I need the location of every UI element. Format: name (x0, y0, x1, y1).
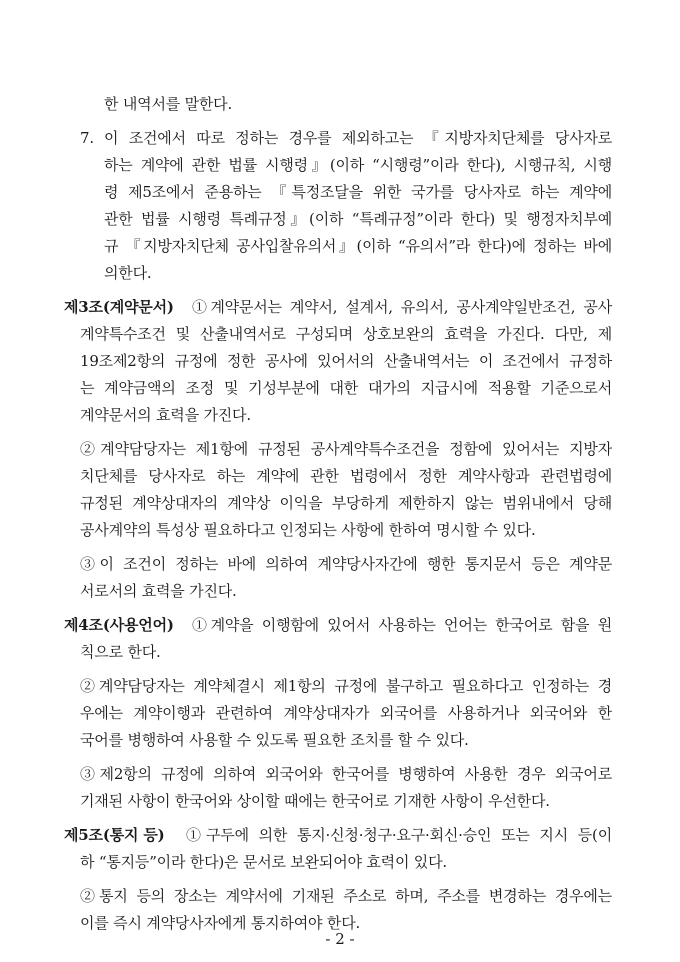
art5-p1-line: ①구두에 의한 통지·신청·청구·요구·회신·승인 또는 지시 등(이 (186, 826, 612, 844)
art5-p2-line: 이를 즉시 계약당사자에게 통지하여야 한다. (80, 914, 361, 932)
item7-line: 하는 계약에 관한 법률 시행령』(이하 “시행령”이라 한다), 시행규칙, 시행 (104, 156, 612, 174)
intro-line: 한 내역서를 말한다. (104, 95, 233, 113)
art4-p1-line: ①계약을 이행함에 있어서 사용하는 언어는 한국어로 함을 원 (192, 616, 612, 634)
item7-line: 관한 법률 시행령 특례규정』(이하 “특례규정”이라 한다) 및 행정자치부예 (104, 210, 612, 228)
item7-line: 령 제5조에서 준용하는 『특정조달을 위한 국가를 당사자로 하는 계약에 (104, 183, 612, 201)
art3-p1-line: 19조제2항의 규정에 정한 공사에 있어서의 산출내역서는 이 조건에서 규정하 (80, 352, 612, 370)
art4-p2-line: ②계약담당자는 계약체결시 제1항의 규정에 불구하고 필요하다고 인정하는 경 (80, 677, 612, 695)
art5-p2-line: ②통지 등의 장소는 계약서에 기재된 주소로 하며, 주소를 변경하는 경우에는 (80, 887, 612, 905)
art3-p2-line: 규정된 계약상대자의 계약상 이익을 부당하게 제한하지 않는 범위내에서 당해 (80, 494, 612, 512)
item7-line: 규 『지방자치단체 공사입찰유의서』(이하 “유의서”라 한다)에 정하는 바에 (104, 237, 612, 255)
art4-p1-line: 칙으로 한다. (80, 643, 161, 661)
item-number: 7. (80, 129, 94, 147)
art4-p2-line: 우에는 계약이행과 관련하여 계약상대자가 외국어를 사용하거나 외국어와 한 (80, 704, 612, 722)
art4-p3-line: ③제2항의 규정에 의하여 외국어와 한국어를 병행하여 사용한 경우 외국어로 (80, 765, 612, 783)
art3-p2-line: 치단체를 당사자로 하는 계약에 관한 법령에서 정한 계약사항과 관련법령에 (80, 467, 612, 485)
page-number: - 2 - (325, 930, 355, 948)
article-title: 제4조(사용언어) (64, 616, 174, 634)
art3-p1-line: ①계약문서는 계약서, 설계서, 유의서, 공사계약일반조건, 공사 (192, 298, 612, 316)
item7-line: 의한다. (104, 264, 152, 282)
item7-line: 이 조건에서 따로 정하는 경우를 제외하고는 『지방자치단체를 당사자로 (104, 129, 612, 147)
art3-p3-line: ③이 조건이 정하는 바에 의하여 계약당사자간에 행한 통지문서 등은 계약문 (80, 555, 612, 573)
article-title: 제3조(계약문서) (64, 298, 174, 316)
art3-p1-line: 계약특수조건 및 산출내역서로 구성되며 상호보완의 효력을 가진다. 다만, 제 (80, 325, 612, 343)
article-title: 제5조(통지 등) (64, 826, 165, 844)
art4-p2-line: 국어를 병행하여 사용할 수 있도록 필요한 조치를 할 수 있다. (80, 731, 469, 749)
art3-p2-line: ②계약담당자는 제1항에 규정된 공사계약특수조건을 정함에 있어서는 지방자 (80, 440, 612, 458)
art3-p2-line: 공사계약의 특성상 필요하다고 인정되는 사항에 한하여 명시할 수 있다. (80, 521, 536, 539)
art3-p3-line: 서로서의 효력을 가진다. (80, 582, 237, 600)
art4-p3-line: 기재된 사항이 한국어와 상이할 때에는 한국어로 기재한 사항이 우선한다. (80, 792, 550, 810)
art3-p1-line: 는 계약금액의 조정 및 기성부분에 대한 대가의 지급시에 적용할 기준으로서 (80, 379, 612, 397)
art3-p1-line: 계약문서의 효력을 가진다. (80, 406, 251, 424)
art5-p1-line: 하 “통지등”이라 한다)은 문서로 보완되어야 효력이 있다. (80, 853, 447, 871)
